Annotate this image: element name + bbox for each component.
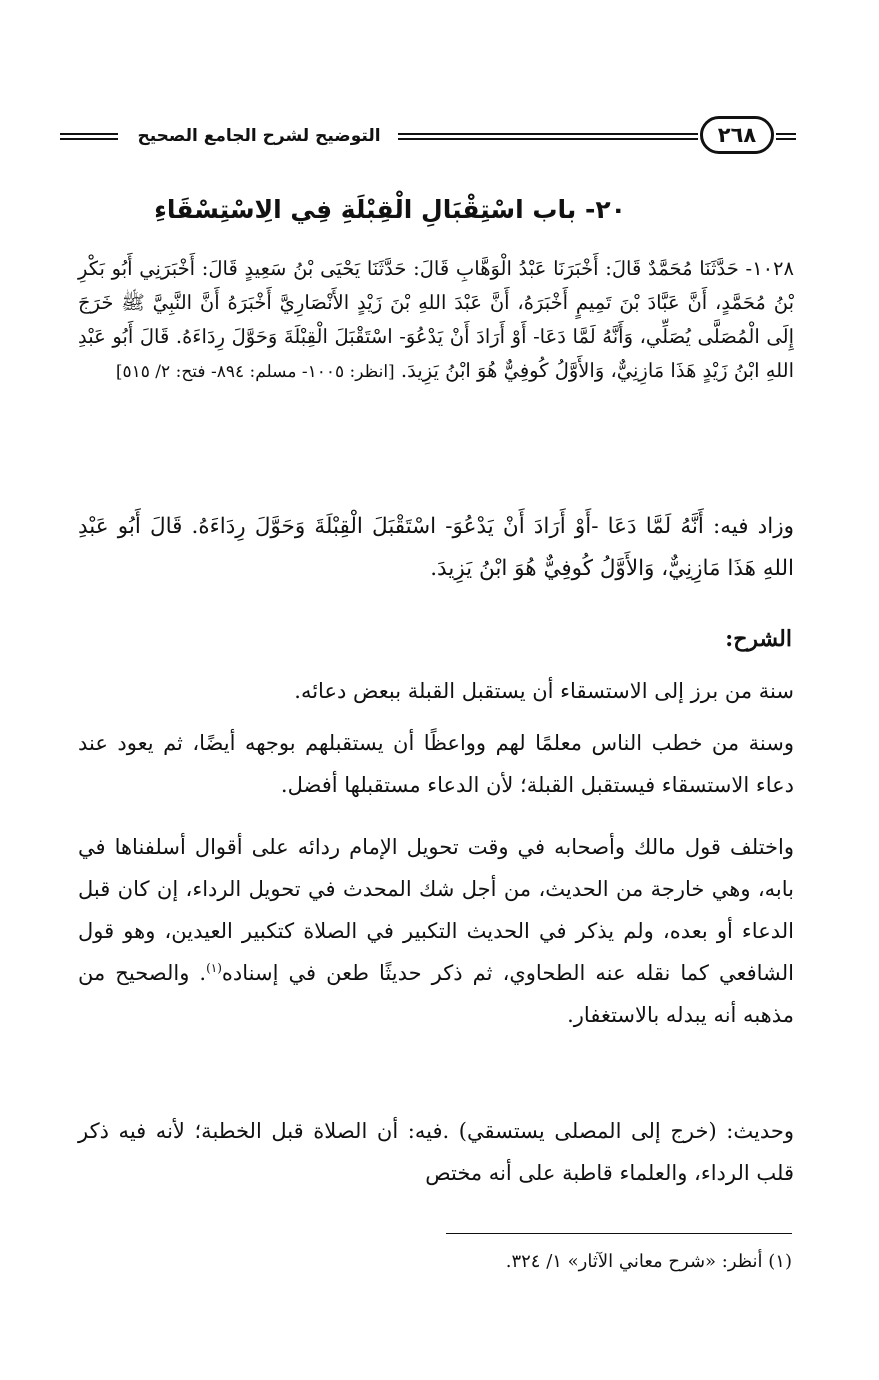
footnote-number: (١): [768, 1251, 792, 1272]
footnote-separator: [446, 1233, 792, 1234]
commentary-paragraph-4: وحديث: (خرج إلى المصلى يستسقي) .فيه: أن الصلاة قبل الخطبة؛ لأنه فيه ذكر قلب الرداء، والعلماء قاطبة على أنه مختص: [78, 1119, 794, 1185]
additional-narration: وزاد فيه: أَنَّهُ لَمَّا دَعَا -أَوْ أَرَادَ أَنْ يَدْعُوَ- اسْتَقْبَلَ الْقِبْلَةَ وَحَوَّلَ رِدَاءَهُ. قَالَ أَبُو عَبْدِ اللهِ هَذَا مَازِنِيٌّ، وَالأَوَّلُ كُوفِيٌّ هُوَ ابْنُ يَزِيدَ.: [78, 514, 794, 581]
footnote-marker: (١): [206, 961, 222, 975]
hadith-text: [78, 252, 794, 389]
page-number: ٢٦٨: [700, 116, 774, 154]
hadith-reference: [انظر: ١٠٠٥- مسلم: ٨٩٤- فتح: ٢/ ٥١٥]: [115, 362, 395, 382]
header-rule-left: [60, 133, 118, 140]
paragraph-3-tail: . والصحيح من مذهبه أنه يبدله بالاستغفار.: [78, 961, 794, 1027]
commentary-paragraph-1: سنة من برز إلى الاستسقاء أن يستقبل القبلة ببعض دعائه.: [294, 679, 794, 703]
header-rule-right: [776, 133, 796, 140]
paragraph-3-body: واختلف قول مالك وأصحابه في وقت تحويل الإمام ردائه على أقوال أسلفناها في بابه، وهي خارجة من الحديث، من أجل شك المحدث في تحويل الرداء، إن كان قبل الدعاء أو بعده، ولم يذكر في الحديث التكبير في الصلاة كتكبير العيدين، وهو قول الشافعي كما نقله عنه الطحاوي، ثم ذكر حديثًا طعن في إسناده: [78, 835, 795, 985]
footnote: [78, 1247, 792, 1277]
chapter-title: ٢٠- باب اسْتِقْبَالِ الْقِبْلَةِ فِي الِاسْتِسْقَاءِ: [154, 195, 626, 224]
hadith-body: ١٠٢٨- حَدَّثَنَا مُحَمَّدٌ قَالَ: أَخْبَرَنَا عَبْدُ الْوَهَّابِ قَالَ: حَدَّثَنَا يَحْيَى بْنُ سَعِيدٍ قَالَ: أَخْبَرَنِي أَبُو بَكْرِ بْنُ مُحَمَّدٍ، أَنَّ عَبَّادَ بْنَ تَمِيمٍ أَخْبَرَهُ، أَنَّ عَبْدَ اللهِ بْنَ زَيْدٍ الأَنْصَارِيَّ أَخْبَرَهُ أَنَّ النَّبِيَّ ﷺ خَرَجَ إِلَى الْمُصَلَّى يُصَلِّي، وَأَنَّهُ لَمَّا دَعَا- أَوْ أَرَادَ أَنْ يَدْعُوَ- اسْتَقْبَلَ الْقِبْلَةَ وَحَوَّلَ رِدَاءَهُ. قَالَ أَبُو عَبْدِ اللهِ ابْنُ زَيْدٍ هَذَا مَازِنِيٌّ، وَالأَوَّلُ كُوفِيٌّ هُوَ ابْنُ يَزِيدَ.: [78, 257, 794, 382]
footnote-text: أنظر: «شرح معاني الآثار» ١/ ٣٢٤.: [505, 1251, 763, 1272]
commentary-paragraph-3: [78, 826, 794, 1036]
running-title: التوضيح لشرح الجامع الصحيح: [137, 126, 381, 146]
running-header: [60, 116, 796, 160]
commentary-heading: الشرح:: [725, 626, 792, 652]
header-rule-middle: [398, 133, 698, 140]
commentary-paragraph-2: وسنة من خطب الناس معلمًا لهم وواعظًا أن يستقبلهم بوجهه أيضًا، ثم يعود عند دعاء الاستسقاء فيستقبل القبلة؛ لأن الدعاء مستقبلها أفضل.: [78, 731, 794, 797]
